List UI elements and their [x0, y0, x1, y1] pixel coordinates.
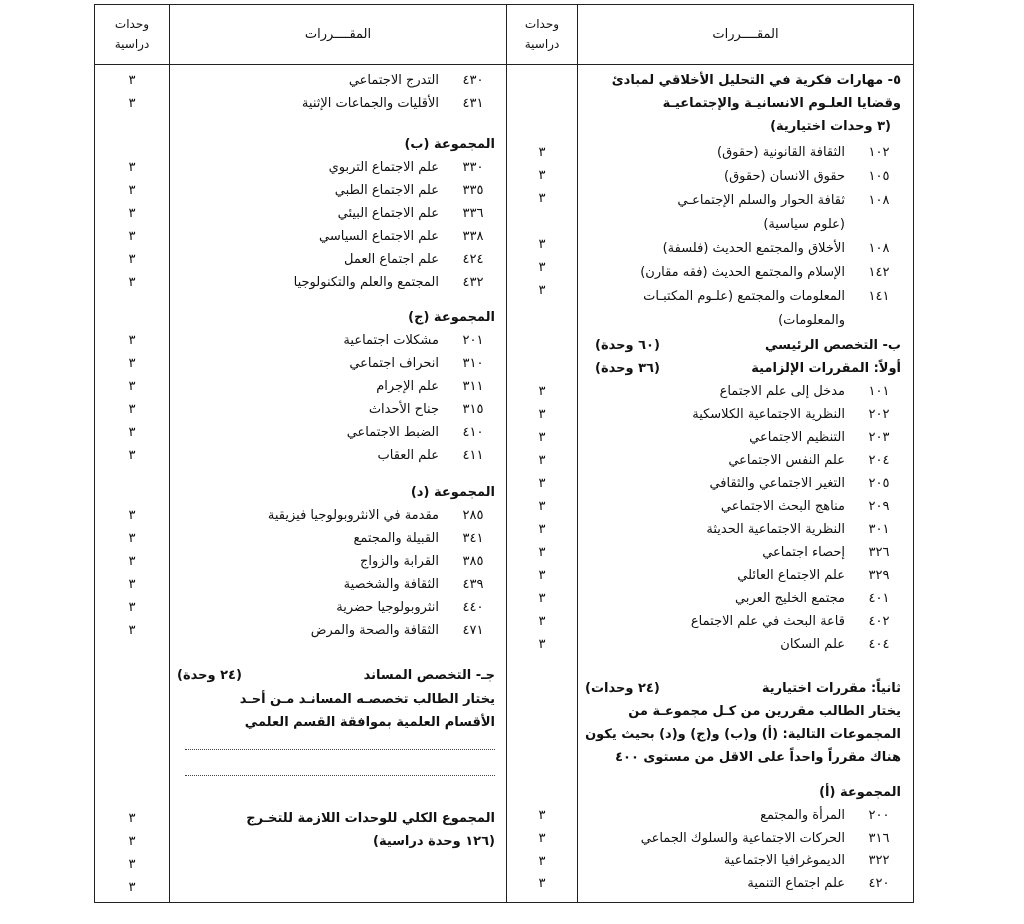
course-name: مدخل إلى علم الاجتماع	[719, 384, 845, 399]
course-code: ٢٠٢	[868, 407, 890, 422]
support-description: يختار الطالب تخصصـه المسانـد مـن أحـد	[239, 692, 495, 707]
course-name: الثقافة والشخصية	[343, 577, 439, 592]
unit-count: ٣	[538, 591, 546, 606]
unit-count: ٣	[538, 237, 546, 252]
course-name: انحراف اجتماعي	[349, 356, 439, 371]
course-code: ٢٠٩	[868, 499, 890, 514]
group-c-course-row	[177, 376, 495, 398]
group-b-course-row	[177, 203, 495, 225]
unit-count: ٣	[128, 402, 136, 417]
unit-count: ٣	[128, 554, 136, 569]
unit-count: ٣	[538, 476, 546, 491]
unit-count: ٣	[128, 811, 136, 826]
course-name: علم الاجتماع السياسي	[319, 229, 439, 244]
group-c-course-row	[177, 399, 495, 421]
unit-count: ٣	[538, 430, 546, 445]
course-name: مقدمة في الانثروبولوجيا فيزيقية	[267, 508, 439, 523]
unit-count: ٣	[128, 96, 136, 111]
course-code: ٤٠٤	[868, 637, 890, 652]
group-a-title: المجموعة (أ)	[819, 785, 901, 800]
group-d-course-row	[177, 620, 495, 642]
unit-count: ٣	[128, 600, 136, 615]
course-code: ٣٢٦	[868, 545, 890, 560]
course-name: القرابة والزواج	[360, 554, 439, 569]
elective-course-row	[585, 238, 901, 260]
course-name: التغير الاجتماعي والثقافي	[709, 476, 845, 491]
optional-description: هناك مقرراً واحداً على الاقل من مستوى ٤٠٠	[615, 750, 901, 765]
units-header-right: وحدات دراسية	[524, 17, 560, 51]
unit-count: ٣	[128, 356, 136, 371]
group-b-course-row	[177, 157, 495, 179]
required-title: أولاً: المقررات الإلزامية (٣٦ وحدة)	[595, 361, 901, 376]
group-b-course-row	[177, 180, 495, 202]
course-name: علم الإجرام	[376, 379, 439, 394]
course-name: مجتمع الخليج العربي	[734, 591, 845, 606]
course-code: ٤٣٠	[462, 73, 484, 88]
course-name: الضبط الاجتماعي	[346, 425, 439, 440]
course-name: والمعلومات)	[778, 313, 845, 328]
course-code: ٢٠٣	[868, 430, 890, 445]
unit-count: ٣	[538, 808, 546, 823]
course-code: ١٠٨	[868, 193, 890, 208]
unit-count: ٣	[538, 568, 546, 583]
course-code: ٣١٦	[868, 830, 890, 846]
unit-count: ٣	[538, 260, 546, 275]
unit-count: ٣	[538, 453, 546, 468]
course-name: الديموغرافيا الاجتماعية	[723, 853, 845, 868]
unit-count: ٣	[538, 522, 546, 537]
unit-count: ٣	[128, 379, 136, 394]
course-code: ١٤٢	[868, 265, 890, 280]
course-name: علم الاجتماع البيئي	[337, 206, 439, 221]
unit-count: ٣	[128, 425, 136, 440]
course-code: ٤١١	[462, 448, 484, 463]
section-5-units: (٣ وحدات اختيارية)	[770, 119, 891, 134]
course-name: إحصاء اجتماعي	[762, 545, 845, 560]
unit-count: ٣	[538, 283, 546, 298]
unit-count: ٣	[128, 229, 136, 244]
required-course-row	[585, 542, 901, 564]
unit-count: ٣	[538, 876, 546, 891]
group-c-course-row	[177, 422, 495, 444]
course-code: ٢٠٠	[868, 808, 890, 823]
column-divider	[169, 5, 170, 902]
course-code: ٤٧١	[462, 623, 484, 638]
unit-count: ٣	[538, 191, 546, 206]
right-courses-column	[585, 5, 901, 900]
course-code: ٣١٠	[462, 356, 484, 371]
elective-course-row	[585, 286, 901, 308]
section-5-title: ٥- مهارات فكرية في التحليل الأخلاقي لمبادئ	[611, 73, 901, 88]
course-code: ٢٠٤	[868, 453, 890, 468]
course-code: ٤٤٠	[462, 600, 484, 615]
unit-count: ٣	[538, 854, 546, 869]
group-b-course-row	[177, 226, 495, 248]
course-name: الثقافة والصحة والمرض	[310, 623, 439, 638]
courses-header-left: المقــــررات	[304, 26, 372, 42]
unit-count: ٣	[538, 831, 546, 846]
unit-count: ٣	[128, 508, 136, 523]
right-units-column	[522, 5, 562, 900]
unit-count: ٣	[128, 834, 136, 849]
course-name: علم اجتماع العمل	[344, 252, 439, 267]
required-course-row	[585, 427, 901, 449]
course-name: انثروبولوجيا حضرية	[336, 600, 439, 615]
course-code: ٤٣٢	[462, 275, 484, 290]
course-name: علم الاجتماع العائلي	[737, 568, 845, 583]
group-c-course-row	[177, 330, 495, 352]
optional-description: يختار الطالب مقررين من كـل مجموعـة من	[628, 704, 901, 719]
course-name: مشكلات اجتماعية	[343, 333, 439, 348]
unit-count: ٣	[128, 531, 136, 546]
elective-course-row	[585, 310, 901, 332]
group-b-course-row	[177, 272, 495, 294]
support-title: جـ- التخصص المساند (٢٤ وحدة)	[177, 668, 495, 683]
required-course-row	[585, 611, 901, 633]
course-row	[177, 93, 495, 115]
group-a-course-row	[585, 850, 901, 872]
course-code: ١٠٢	[868, 145, 890, 160]
section-5-title: وقضايا العلـوم الانسانيـة والإجتماعيـة	[662, 96, 901, 111]
group-c-course-row	[177, 445, 495, 467]
course-code: ٣٨٥	[462, 554, 484, 569]
required-course-row	[585, 565, 901, 587]
course-name: ثقافة الحوار والسلم الإجتماعـي	[677, 193, 845, 208]
dotted-line	[185, 775, 495, 776]
course-code: ٣٢٩	[868, 568, 890, 583]
course-code: ١٠١	[868, 384, 890, 399]
unit-count: ٣	[128, 880, 136, 895]
optional-description: المجموعات التالية: (أ) و(ب) و(ج) و(د) بحيث يكون	[585, 727, 901, 742]
left-courses-column	[177, 5, 495, 900]
course-code: ٣٣٠	[462, 160, 484, 175]
course-code: ٤٢٤	[462, 252, 484, 267]
required-course-row	[585, 519, 901, 541]
dotted-line	[185, 749, 495, 750]
course-code: ٤٢٠	[868, 875, 890, 891]
course-code: ٣١٥	[462, 402, 484, 417]
group-c-title: المجموعة (ج)	[408, 310, 495, 325]
course-code: ٣٣٦	[462, 206, 484, 221]
group-c-course-row	[177, 353, 495, 375]
required-course-row	[585, 404, 901, 426]
unit-count: ٣	[128, 275, 136, 290]
unit-count: ٣	[128, 448, 136, 463]
unit-count: ٣	[538, 637, 546, 652]
course-name: حقوق الانسان (حقوق)	[724, 169, 845, 184]
course-name: القبيلة والمجتمع	[353, 531, 439, 546]
course-code: ٣٤١	[462, 531, 484, 546]
courses-header-right: المقــــررات	[712, 26, 779, 42]
group-d-title: المجموعة (د)	[410, 485, 495, 500]
group-d-course-row	[177, 551, 495, 573]
course-name: المرأة والمجتمع	[760, 808, 845, 823]
course-name: النظرية الاجتماعية الحديثة	[706, 522, 845, 537]
course-name: علم الاجتماع التربوي	[328, 160, 439, 175]
course-code: ٣٣٥	[462, 183, 484, 198]
elective-course-row	[585, 142, 901, 164]
course-code: ٢٠٥	[868, 476, 890, 491]
major-title: ب- التخصص الرئيسي (٦٠ وحدة)	[595, 338, 901, 353]
course-name: جناح الأحداث	[368, 402, 439, 417]
left-units-column	[112, 5, 152, 900]
course-code: ٣٣٨	[462, 229, 484, 244]
course-row	[177, 70, 495, 92]
course-name: الحركات الاجتماعية والسلوك الجماعي	[640, 830, 845, 846]
group-a-course-row	[585, 873, 901, 895]
course-name: المعلومات والمجتمع (علـوم المكتبـات	[643, 289, 845, 304]
course-name: علم اجتماع التنمية	[747, 875, 845, 891]
column-divider	[506, 5, 507, 902]
group-d-course-row	[177, 597, 495, 619]
course-code: ٢٨٥	[462, 508, 484, 523]
required-course-row	[585, 588, 901, 610]
unit-count: ٣	[128, 206, 136, 221]
course-code: ٤٠١	[868, 591, 890, 606]
total-units-title: المجموع الكلي للوحدات اللازمة للتخـرج	[246, 811, 495, 826]
course-name: علم النفس الاجتماعي	[728, 453, 845, 468]
elective-course-row	[585, 214, 901, 236]
required-course-row	[585, 450, 901, 472]
course-code: ٣١١	[462, 379, 484, 394]
group-d-course-row	[177, 528, 495, 550]
course-name: النظرية الاجتماعية الكلاسكية	[692, 407, 845, 422]
course-name: الثقافة القانونية (حقوق)	[717, 145, 845, 160]
course-name: علم السكان	[780, 637, 845, 652]
course-code: ١٠٨	[868, 241, 890, 256]
course-name: التدرج الاجتماعي	[348, 73, 439, 88]
course-code: ١٤١	[868, 289, 890, 304]
course-name: قاعة البحث في علم الاجتماع	[690, 614, 845, 629]
group-d-course-row	[177, 505, 495, 527]
course-name: الأخلاق والمجتمع الحديث (فلسفة)	[662, 241, 845, 256]
unit-count: ٣	[128, 333, 136, 348]
optional-title: ثانياً: مقررات اختيارية (٢٤ وحدات)	[585, 681, 901, 696]
course-code: ١٠٥	[868, 169, 890, 184]
course-code: ٢٠١	[462, 333, 484, 348]
required-course-row	[585, 496, 901, 518]
elective-course-row	[585, 262, 901, 284]
unit-count: ٣	[128, 73, 136, 88]
course-name: علم العقاب	[377, 448, 439, 463]
units-header-left: وحدات دراسية	[114, 17, 150, 51]
unit-count: ٣	[538, 168, 546, 183]
course-code: ٤٣١	[462, 96, 484, 111]
course-name: مناهج البحث الاجتماعي	[720, 499, 845, 514]
course-code: ٤١٠	[462, 425, 484, 440]
course-name: علم الاجتماع الطبي	[334, 183, 439, 198]
course-name: الأقليات والجماعات الإثنية	[301, 96, 439, 111]
course-name: التنظيم الاجتماعي	[749, 430, 845, 445]
required-course-row	[585, 381, 901, 403]
group-a-course-row	[585, 805, 901, 827]
column-divider	[577, 5, 578, 902]
course-code: ٤٠٢	[868, 614, 890, 629]
unit-count: ٣	[128, 577, 136, 592]
course-table	[94, 4, 914, 903]
unit-count: ٣	[538, 614, 546, 629]
support-description: الأقسام العلمية بموافقة القسم العلمي	[244, 715, 495, 730]
unit-count: ٣	[538, 499, 546, 514]
unit-count: ٣	[128, 857, 136, 872]
unit-count: ٣	[128, 183, 136, 198]
group-b-course-row	[177, 249, 495, 271]
unit-count: ٣	[128, 252, 136, 267]
unit-count: ٣	[538, 145, 546, 160]
group-a-course-row	[585, 828, 901, 850]
course-code: ٣٢٢	[868, 853, 890, 868]
unit-count: ٣	[538, 384, 546, 399]
course-name: الإسلام والمجتمع الحديث (فقه مقارن)	[640, 265, 845, 280]
course-code: ٣٠١	[868, 522, 890, 537]
course-name: المجتمع والعلم والتكنولوجيا	[293, 275, 439, 290]
unit-count: ٣	[128, 160, 136, 175]
unit-count: ٣	[128, 623, 136, 638]
course-name: (علوم سياسية)	[763, 217, 845, 232]
group-b-title: المجموعة (ب)	[404, 137, 495, 152]
unit-count: ٣	[538, 545, 546, 560]
group-d-course-row	[177, 574, 495, 596]
required-course-row	[585, 473, 901, 495]
elective-course-row	[585, 190, 901, 212]
unit-count: ٣	[538, 407, 546, 422]
elective-course-row	[585, 166, 901, 188]
total-units-value: (١٢٦ وحدة دراسية)	[373, 834, 495, 849]
required-course-row	[585, 634, 901, 656]
course-code: ٤٣٩	[462, 577, 484, 592]
